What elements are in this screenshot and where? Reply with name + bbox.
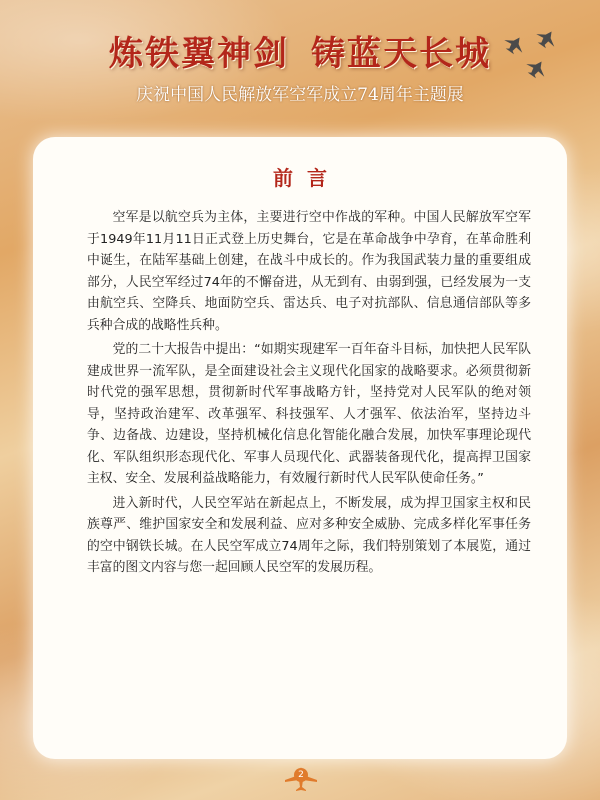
preface-paragraph-3: 进入新时代，人民空军站在新起点上，不断发展，成为捍卫国家主权和民族尊严、维护国家安全和发展利益、应对多种安全威胁、完成多样化军事任务的空中钢铁长城。在人民空军成立74周年之际，我们特别策划了本展览，通过丰富的图文内容与您一起回顾人民空军的发展历程。 bbox=[87, 495, 531, 575]
preface-body bbox=[87, 207, 531, 582]
preface-paragraph-2: 党的二十大报告中提出：“如期实现建军一百年奋斗目标，加快把人民军队建成世界一流军队，是全面建设社会主义现代化国家的战略要求。必须贯彻新时代党的强军思想，贯彻新时代军事战略方针，坚持党对人民军队的绝对领导，坚持政治建军、改革强军、科技强军、人才强军、依法治军，坚持边斗争、边备战、边建设，坚持机械化信息化智能化融合发展，加快军事理论现代化、军队组织形态现代化、军事人员现代化、武器装备现代化，提高捍卫国家主权、安全、发展利益战略能力，有效履行新时代人民军队使命任务。” bbox=[87, 342, 531, 486]
page-badge bbox=[284, 766, 318, 792]
page-number: 2 bbox=[294, 768, 308, 782]
preface-paragraph-1: 空军是以航空兵为主体，主要进行空中作战的军种。中国人民解放军空军于1949年11月11日正式登上历史舞台，它是在革命战争中孕育，在革命胜利中诞生，在陆军基础上创建，在战斗中成长的。作为我国武装力量的重要组成部分，人民空军经过74年的不懈奋进，从无到有、由弱到强，已经发展为一支由航空兵、空降兵、地面防空兵、雷达兵、电子对抗部队、信息通信部队等多兵种合成的战略性兵种。 bbox=[87, 210, 531, 333]
preface-card bbox=[33, 137, 567, 759]
title-part-2: 铸蓝天长城 bbox=[311, 34, 491, 74]
title-part-1: 炼铁翼神剑 bbox=[109, 34, 289, 74]
subtitle: 庆祝中国人民解放军空军成立74周年主题展 bbox=[136, 85, 464, 105]
header bbox=[0, 0, 600, 130]
fighter-jets-icon bbox=[498, 28, 568, 88]
preface-heading: 前言 bbox=[273, 166, 341, 190]
